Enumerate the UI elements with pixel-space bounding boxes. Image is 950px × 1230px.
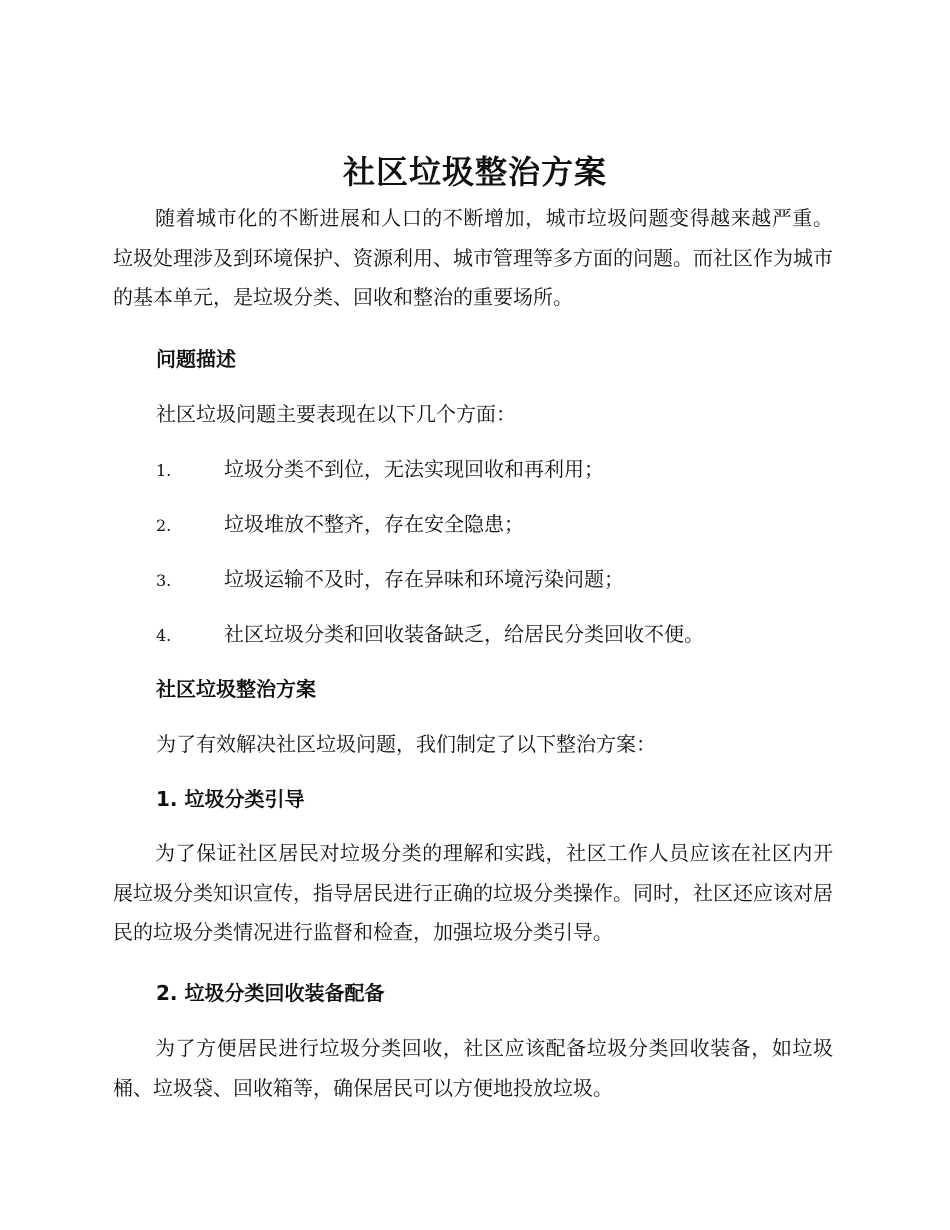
list-text: 垃圾堆放不整齐，存在安全隐患； [224,512,524,536]
list-number: 2. [156,516,172,535]
plan-lead: 为了有效解决社区垃圾问题，我们制定了以下整治方案： [156,732,656,756]
document-title: 社区垃圾整治方案 [342,153,607,191]
list-text: 社区垃圾分类和回收装备缺乏，给居民分类回收不便。 [224,622,704,646]
equipment-paragraph: 为了方便居民进行垃圾分类回收，社区应该配备垃圾分类回收装备，如垃圾桶、垃圾袋、回收箱等，确保居民可以方便地投放垃圾。 [113,1036,833,1100]
intro-paragraph: 随着城市化的不断进展和人口的不断增加，城市垃圾问题变得越来越严重。垃圾处理涉及到环境保护、资源利用、城市管理等多方面的问题。而社区作为城市的基本单元，是垃圾分类、回收和整治的重要场所。 [113,206,833,309]
list-item [156,454,604,484]
list-text: 垃圾分类不到位，无法实现回收和再利用； [224,457,604,481]
list-number: 1. [156,461,172,480]
sub-heading-equipment: 2. 垃圾分类回收装备配备 [156,981,385,1005]
plan-heading: 社区垃圾整治方案 [156,677,316,701]
list-number: 3. [156,571,172,590]
list-text: 垃圾运输不及时，存在异味和环境污染问题； [224,567,624,591]
sub-heading-guidance: 1. 垃圾分类引导 [156,787,305,811]
list-item [156,564,624,594]
guidance-paragraph: 为了保证社区居民对垃圾分类的理解和实践，社区工作人员应该在社区内开展垃圾分类知识宣传，指导居民进行正确的垃圾分类操作。同时，社区还应该对居民的垃圾分类情况进行监督和检查，加强垃圾分类引导。 [113,841,833,944]
list-item [156,509,524,539]
problem-heading: 问题描述 [156,347,236,371]
problem-lead: 社区垃圾问题主要表现在以下几个方面： [156,402,516,426]
list-number: 4. [156,626,172,645]
list-item [156,619,704,649]
